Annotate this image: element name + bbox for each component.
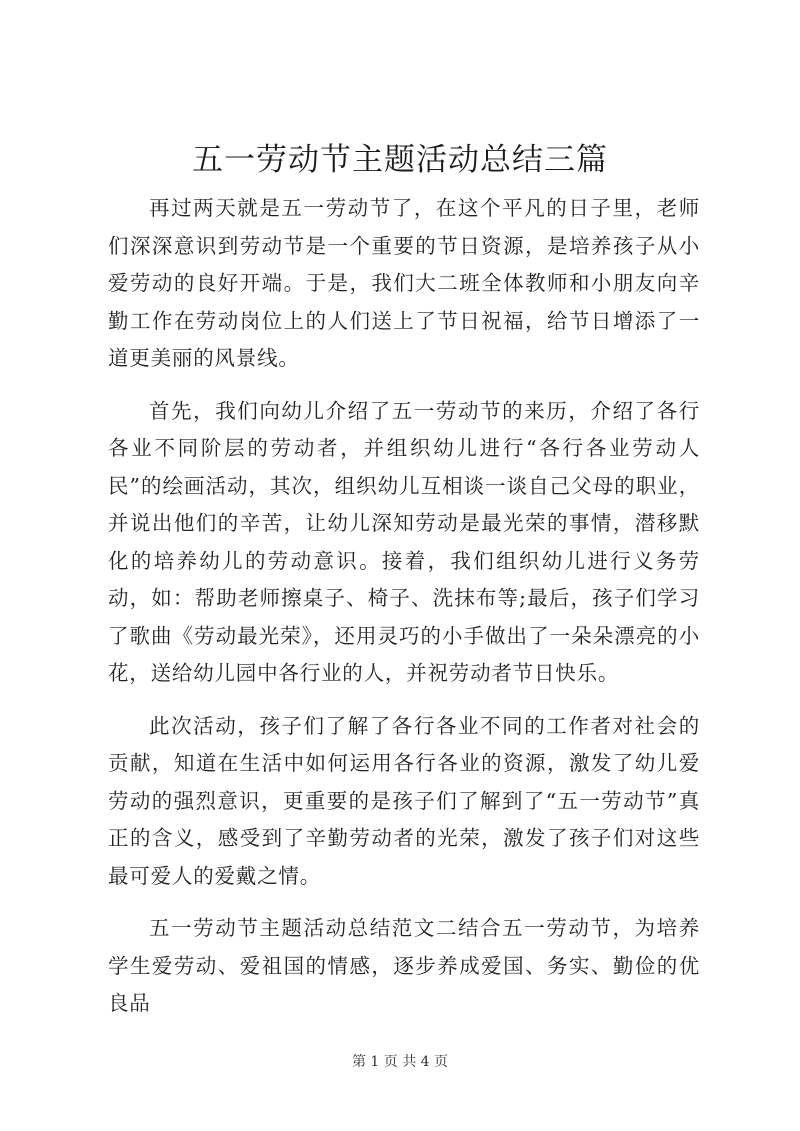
document-title: 五一劳动节主题活动总结三篇 xyxy=(192,142,608,178)
paragraph-4: 五一劳动节主题活动总结范文二结合五一劳动节，为培养学生爱劳动、爱祖国的情感，逐步养成爱国、务实、勤俭的优良品 xyxy=(108,916,700,1015)
paragraph-2: 首先，我们向幼儿介绍了五一劳动节的来历，介绍了各行各业不同阶层的劳动者，并组织幼儿进行“各行各业劳动人民”的绘画活动，其次，组织幼儿互相谈一谈自己父母的职业，并说出他们的辛苦，让幼儿深知劳动是最光荣的事情，潜移默化的培养幼儿的劳动意识。接着，我们组织幼儿进行义务劳动，如：帮助老师擦桌子、椅子、洗抹布等;最后，孩子们学习了歌曲《劳动最光荣》，还用灵巧的小手做出了一朵朵漂亮的小花，送给幼儿园中各行业的人，并祝劳动者节日快乐。 xyxy=(108,398,700,685)
document-body xyxy=(108,190,700,1038)
paragraph-1: 再过两天就是五一劳动节了，在这个平凡的日子里，老师们深深意识到劳动节是一个重要的节日资源，是培养孩子从小爱劳动的良好开端。于是，我们大二班全体教师和小朋友向辛勤工作在劳动岗位上的人们送上了节日祝福，给节日增添了一道更美丽的风景线。 xyxy=(108,196,700,370)
page-number-footer: 第 1 页 共 4 页 xyxy=(351,1054,449,1070)
paragraph-3: 此次活动，孩子们了解了各行各业不同的工作者对社会的贡献，知道在生活中如何运用各行各业的资源，激发了幼儿爱劳动的强烈意识，更重要的是孩子们了解到了“五一劳动节”真正的含义，感受到了辛勤劳动者的光荣，激发了孩子们对这些最可爱人的爱戴之情。 xyxy=(108,713,700,888)
